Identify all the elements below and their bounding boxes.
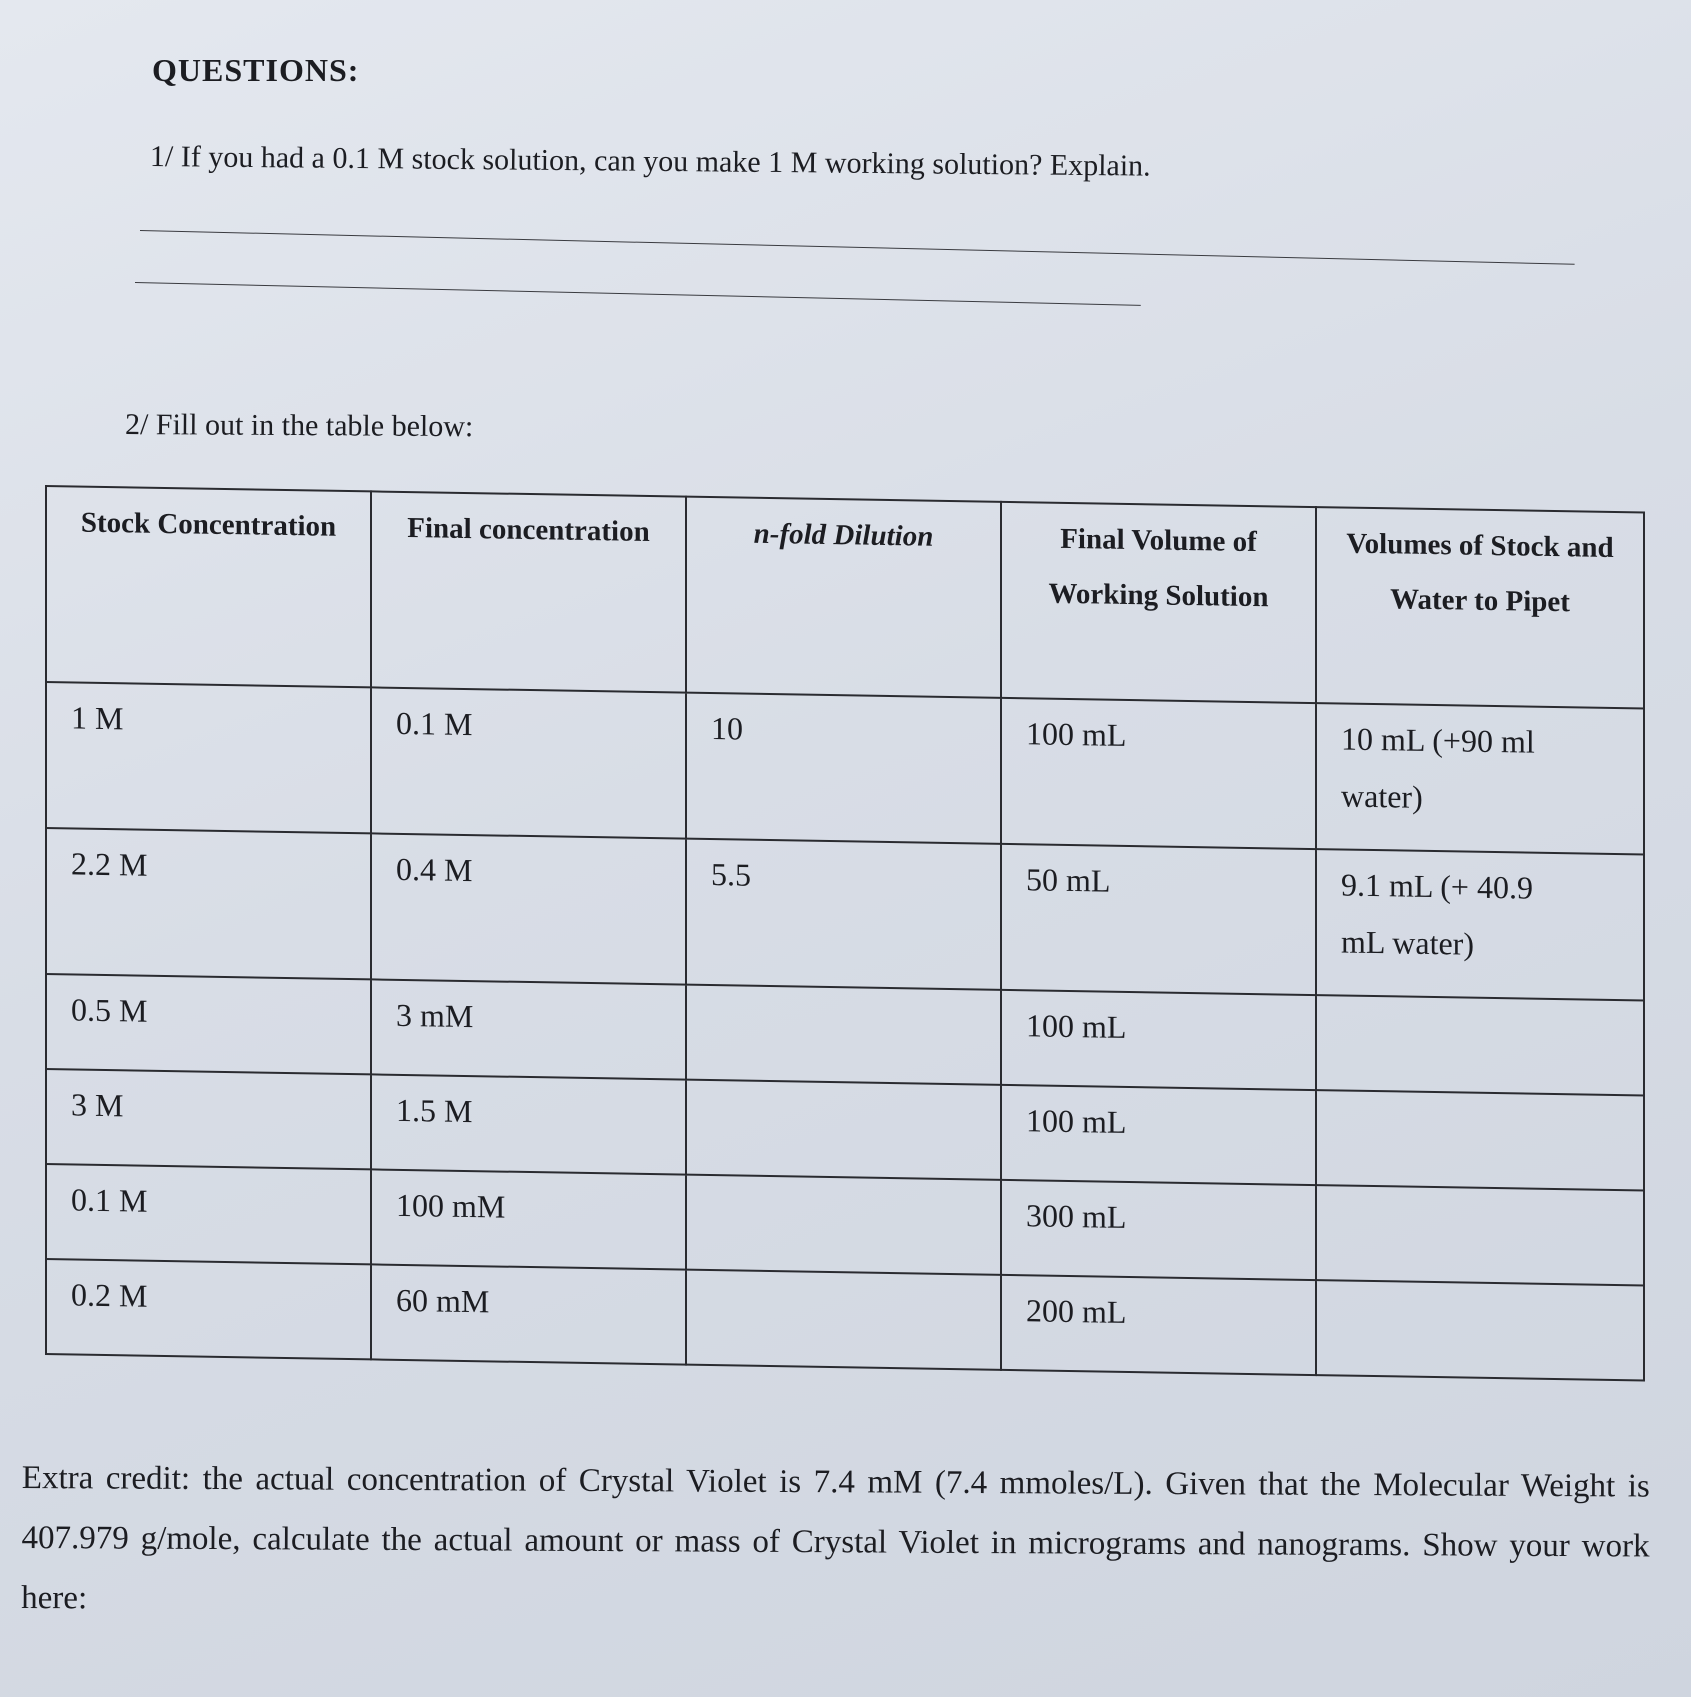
cell-dilution bbox=[686, 1270, 1001, 1370]
question-2: 2/ Fill out in the table below: bbox=[124, 408, 474, 444]
cell-stock: 0.5 M bbox=[46, 974, 371, 1074]
cell-pipet bbox=[1316, 1185, 1644, 1285]
cell-pipet: 9.1 mL (+ 40.9 mL water) bbox=[1316, 849, 1644, 1000]
header-final-concentration: Final concentration bbox=[371, 491, 686, 692]
header-final-volume: Final Volume of Working Solution bbox=[1001, 502, 1316, 703]
cell-volume: 100 mL bbox=[1001, 1085, 1316, 1185]
header-volumes-to-pipet: Volumes of Stock and Water to Pipet bbox=[1316, 507, 1644, 708]
table-row bbox=[46, 682, 1644, 854]
header-n-fold-dilution: n-fold Dilution bbox=[686, 497, 1001, 698]
cell-final: 1.5 M bbox=[371, 1074, 686, 1174]
cell-stock: 2.2 M bbox=[46, 828, 371, 979]
cell-final: 0.4 M bbox=[371, 833, 686, 984]
cell-volume: 300 mL bbox=[1001, 1180, 1316, 1280]
cell-dilution bbox=[686, 985, 1001, 1085]
cell-volume: 100 mL bbox=[1001, 990, 1316, 1090]
cell-dilution: 10 bbox=[686, 693, 1001, 844]
cell-dilution bbox=[686, 1175, 1001, 1275]
cell-stock: 1 M bbox=[46, 682, 371, 833]
answer-line-1 bbox=[140, 230, 1575, 265]
cell-final: 60 mM bbox=[371, 1264, 686, 1364]
answer-line-2 bbox=[135, 282, 1141, 306]
cell-final: 0.1 M bbox=[371, 687, 686, 838]
table-row bbox=[46, 828, 1644, 1000]
questions-heading: QUESTIONS: bbox=[152, 52, 360, 88]
cell-volume: 100 mL bbox=[1001, 698, 1316, 849]
table-header-row bbox=[46, 486, 1644, 708]
cell-volume: 200 mL bbox=[1001, 1275, 1316, 1375]
header-stock-concentration: Stock Concentration bbox=[46, 486, 371, 687]
cell-stock: 0.2 M bbox=[46, 1259, 371, 1359]
cell-final: 100 mM bbox=[371, 1169, 686, 1269]
dilution-table bbox=[45, 485, 1645, 1382]
cell-pipet bbox=[1316, 995, 1644, 1095]
cell-pipet: 10 mL (+90 ml water) bbox=[1316, 703, 1644, 854]
cell-pipet bbox=[1316, 1280, 1644, 1380]
cell-stock: 0.1 M bbox=[46, 1164, 371, 1264]
cell-dilution: 5.5 bbox=[686, 839, 1001, 990]
extra-credit-question: Extra credit: the actual concentration of Crystal Violet is 7.4 mM (7.4 mmoles/L). Given that the Molecular Weight is 407.979 g/mole, calculate the actual amount or mass of Crystal Violet in micrograms and nanograms. Show your work here: bbox=[21, 1459, 1650, 1617]
cell-dilution bbox=[686, 1080, 1001, 1180]
cell-pipet bbox=[1316, 1090, 1644, 1190]
cell-volume: 50 mL bbox=[1001, 844, 1316, 995]
question-1: 1/ If you had a 0.1 M stock solution, can you make 1 M working solution? Explain. bbox=[149, 140, 1151, 183]
cell-final: 3 mM bbox=[371, 979, 686, 1079]
cell-stock: 3 M bbox=[46, 1069, 371, 1169]
